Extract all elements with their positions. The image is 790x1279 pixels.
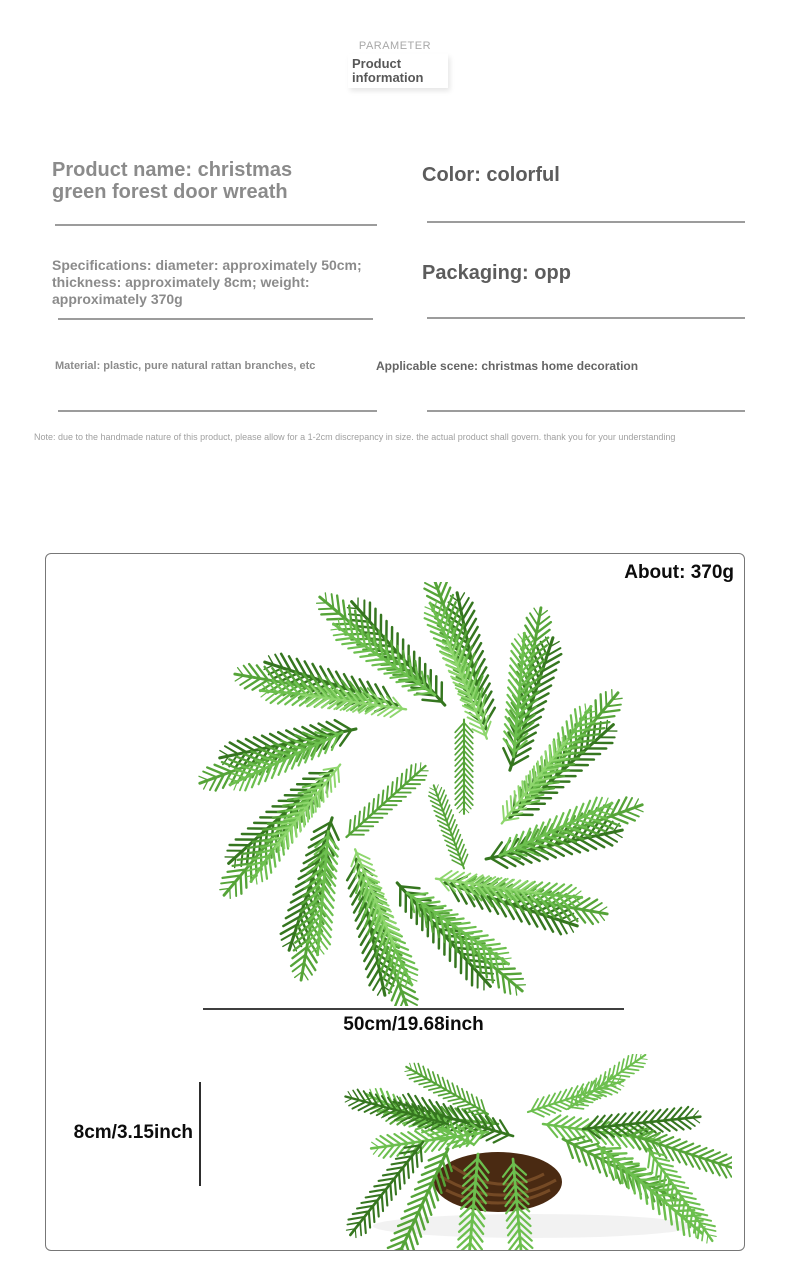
thickness-dimension-line — [199, 1082, 201, 1186]
product-figure-panel — [45, 553, 745, 1251]
applicable-scene-text: Applicable scene: christmas home decoration — [376, 359, 639, 373]
diameter-dimension-line — [203, 1008, 624, 1010]
wreath-front-image — [176, 582, 666, 1006]
diameter-label: 50cm/19.68inch — [343, 1014, 484, 1035]
divider-line — [427, 317, 745, 319]
packaging-text: Packaging: opp — [422, 262, 571, 284]
product-name-text: Product name: christmas green forest door wreath — [52, 159, 293, 203]
wreath-side-image — [328, 1054, 732, 1250]
divider-line — [58, 410, 377, 412]
weight-label: About: 370g — [624, 562, 734, 583]
handmade-note-text: Note: due to the handmade nature of this product, please allow for a 1-2cm discrepancy in size. the actual product shall govern. thank you for your understanding — [34, 432, 676, 442]
thickness-label: 8cm/3.15inch — [73, 1122, 193, 1143]
color-text: Color: colorful — [422, 164, 560, 186]
divider-line — [427, 410, 745, 412]
divider-line — [427, 221, 745, 223]
product-information-title: Product information — [352, 56, 424, 85]
product-information-card — [348, 54, 448, 88]
parameter-eyebrow: PARAMETER — [358, 40, 432, 52]
specifications-text: Specifications: diameter: approximately 50cm; thickness: approximately 8cm; weight: approximately 370g — [52, 257, 362, 307]
divider-line — [55, 224, 377, 226]
material-text: Material: plastic, pure natural rattan branches, etc — [55, 360, 316, 372]
divider-line — [58, 318, 373, 320]
